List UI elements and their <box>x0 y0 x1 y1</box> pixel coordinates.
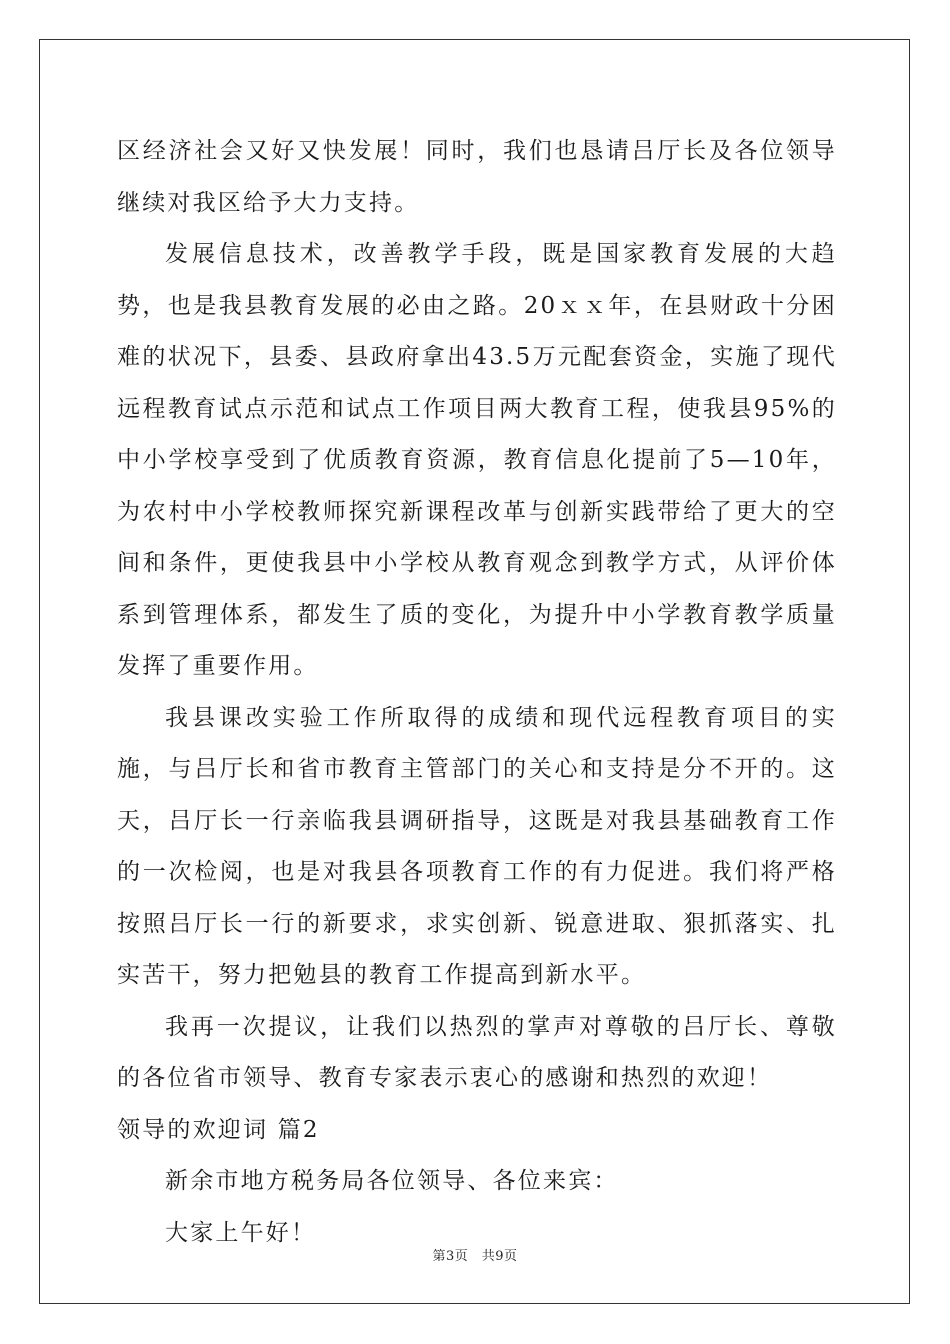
salutation-line: 大家上午好！ <box>165 1219 317 1246</box>
greeting-line: 新余市地方税务局各位领导、各位来宾： <box>165 1168 619 1194</box>
paragraph-4: 我再一次提议，让我们以热烈的掌声对尊敬的吕厅长、尊敬的各位省市领导、教育专家表示衷心的感谢和热烈的欢迎！ <box>117 1013 837 1091</box>
paragraph-3: 我县课改实验工作所取得的成绩和现代远程教育项目的实施，与吕厅长和省市教育主管部门的关心和支持是分不开的。这天，吕厅长一行亲临我县调研指导，这既是对我县基础教育工作的一次检阅，也是对我县各项教育工作的有力促进。我们将严格按照吕厅长一行的新要求，求实创新、锐意进取、狠抓落实、扎实苦干，努力把勉县的教育工作提高到新水平。 <box>117 704 837 988</box>
document-body <box>117 126 837 1259</box>
paragraph-2: 发展信息技术，改善教学手段，既是国家教育发展的大趋势，也是我县教育发展的必由之路。20ｘｘ年，在县财政十分困难的状况下，县委、县政府拿出43.5万元配套资金，实施了现代远程教育试点示范和试点工作项目两大教育工程，使我县95%的中小学校享受到了优质教育资源，教育信息化提前了5—10年，为农村中小学校教师探究新课程改革与创新实践带给了更大的空间和条件，更使我县中小学校从教育观念到教学方式，从评价体系到管理体系，都发生了质的变化，为提升中小学教育教学质量发挥了重要作用。 <box>117 241 837 679</box>
page-number-footer: 第3页 共9页 <box>432 1249 518 1264</box>
section-heading: 领导的欢迎词 篇2 <box>117 1116 320 1143</box>
paragraph-1: 区经济社会又好又快发展！同时，我们也恳请吕厅长及各位领导继续对我区给予大力支持。 <box>117 138 837 216</box>
